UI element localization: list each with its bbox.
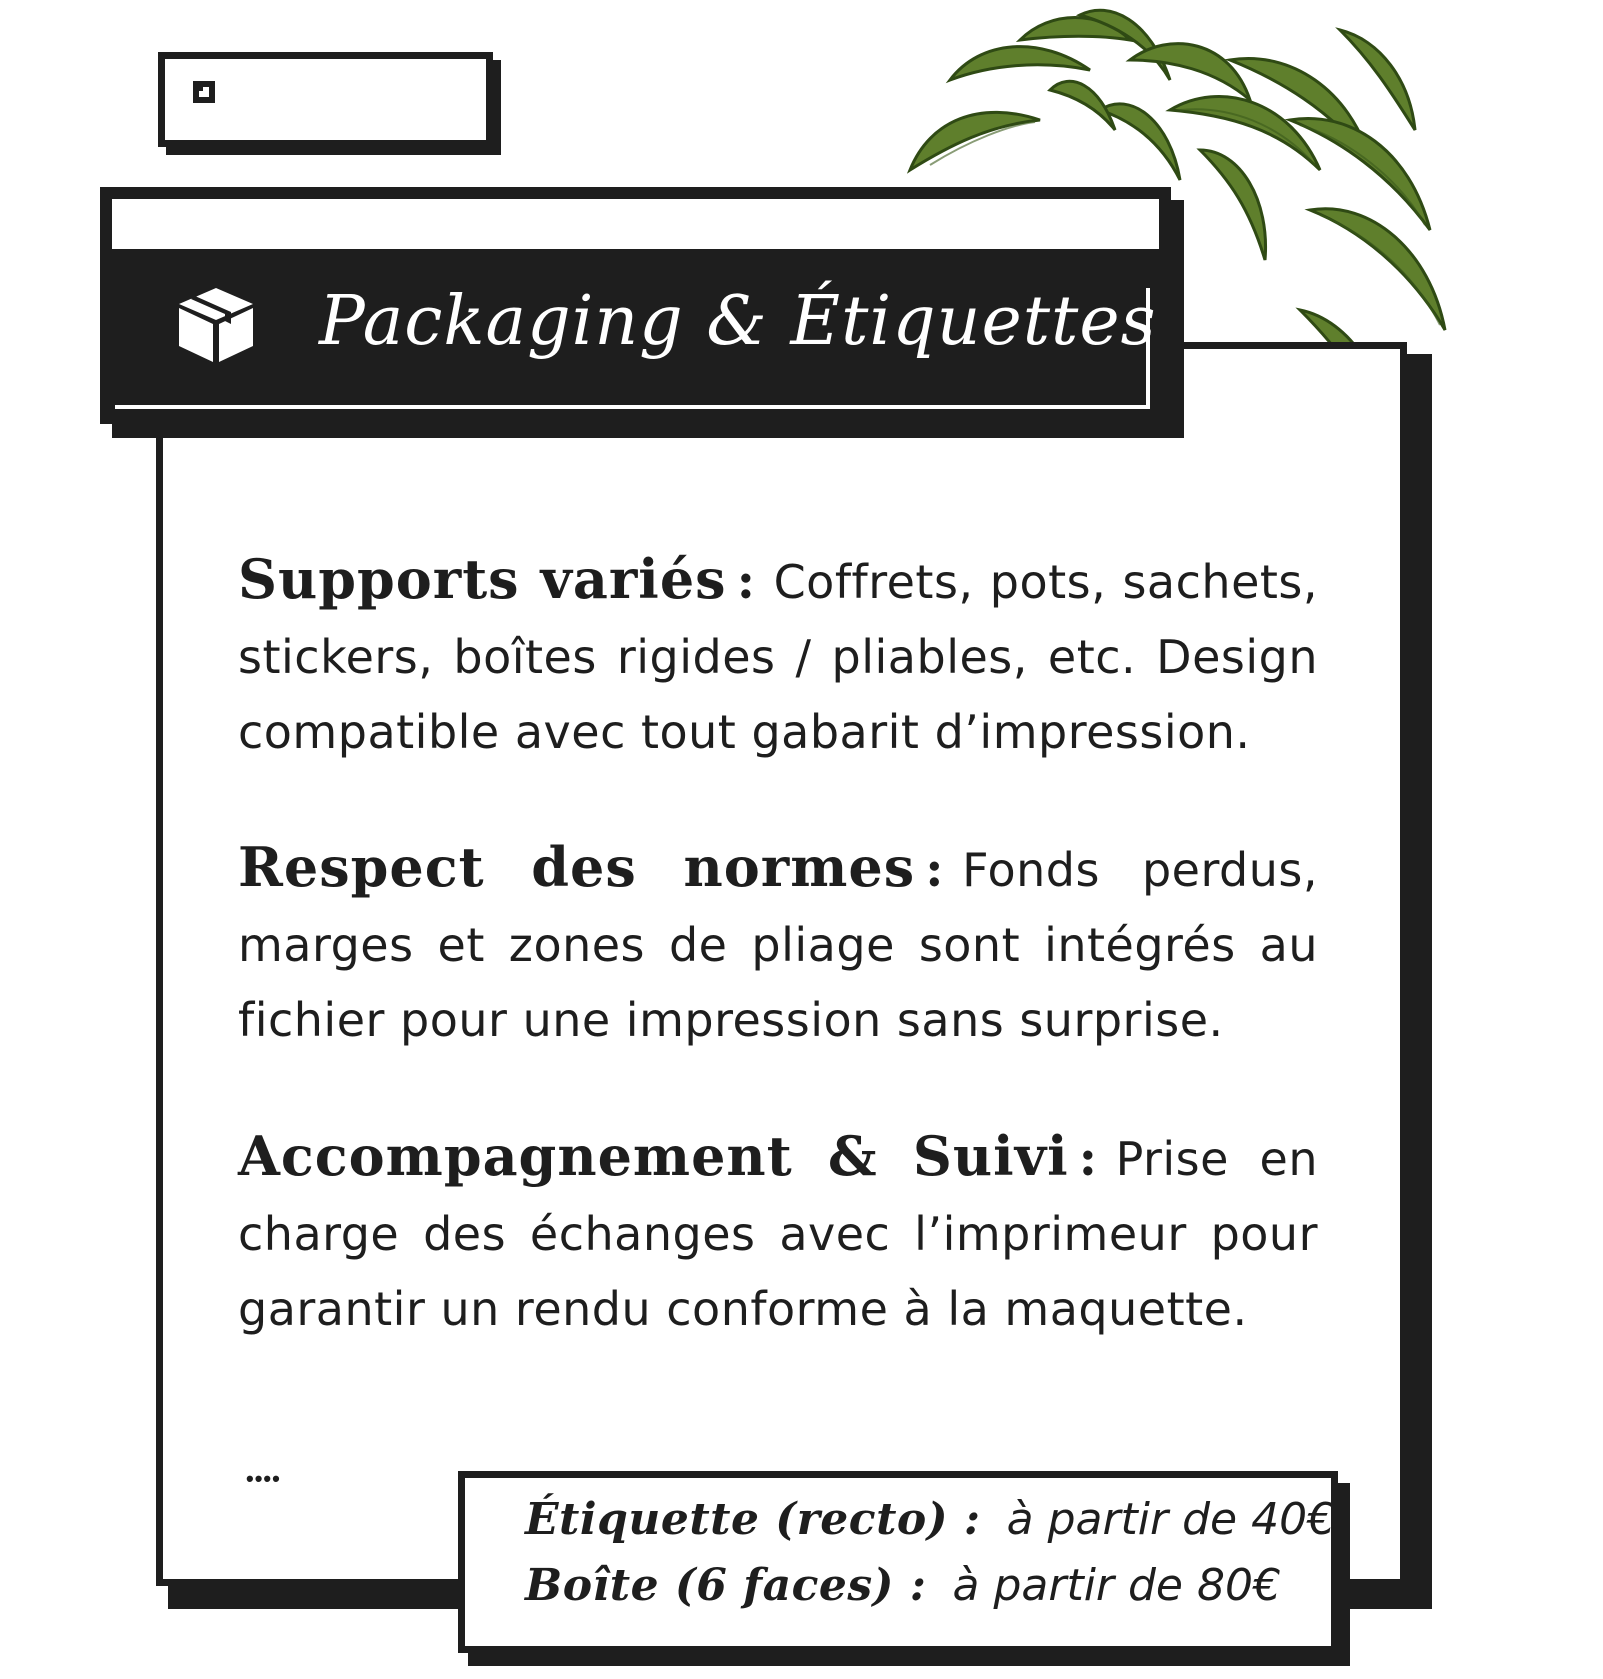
- section-label: Supports variés: [238, 547, 727, 611]
- ellipsis-dots: ••••: [246, 1466, 281, 1491]
- price-value: à partir de 80€: [952, 1560, 1281, 1611]
- section-accompagnement: [238, 1119, 1318, 1347]
- section-label: Accompagnement & Suivi: [238, 1124, 1069, 1188]
- price-box: [458, 1471, 1338, 1653]
- section-label: Respect des normes: [238, 835, 916, 899]
- section-colon: :: [1078, 1128, 1098, 1187]
- mini-window: [158, 52, 493, 147]
- section-normes: [238, 830, 1318, 1058]
- section-supports: [238, 542, 1318, 770]
- header-window: [100, 187, 1171, 424]
- section-text: Fonds perdus, marges et zones de pliage sont intégrés au fichier pour une impression sans surprise.: [238, 843, 1318, 1047]
- section-colon: :: [925, 839, 945, 898]
- window-icon: [193, 81, 215, 103]
- header-divider: [115, 405, 1150, 409]
- price-row: [525, 1560, 1281, 1611]
- price-value: à partir de 40€: [1006, 1494, 1336, 1545]
- price-label: Étiquette (recto) :: [525, 1494, 981, 1545]
- package-box-icon: [173, 280, 259, 366]
- price-row: [525, 1494, 1335, 1545]
- section-text: Prise en charge des échanges avec l’imprimeur pour garantir un rendu conforme à la maquette.: [238, 1132, 1318, 1336]
- header-title-bar: [112, 199, 1159, 249]
- section-text: Coffrets, pots, sachets, stickers, boîtes rigides / pliables, etc. Design compatible avec tout gabarit d’impression.: [238, 555, 1318, 759]
- section-colon: :: [736, 551, 756, 610]
- page-title: Packaging & Étiquettes: [319, 282, 1157, 361]
- price-label: Boîte (6 faces) :: [525, 1560, 927, 1611]
